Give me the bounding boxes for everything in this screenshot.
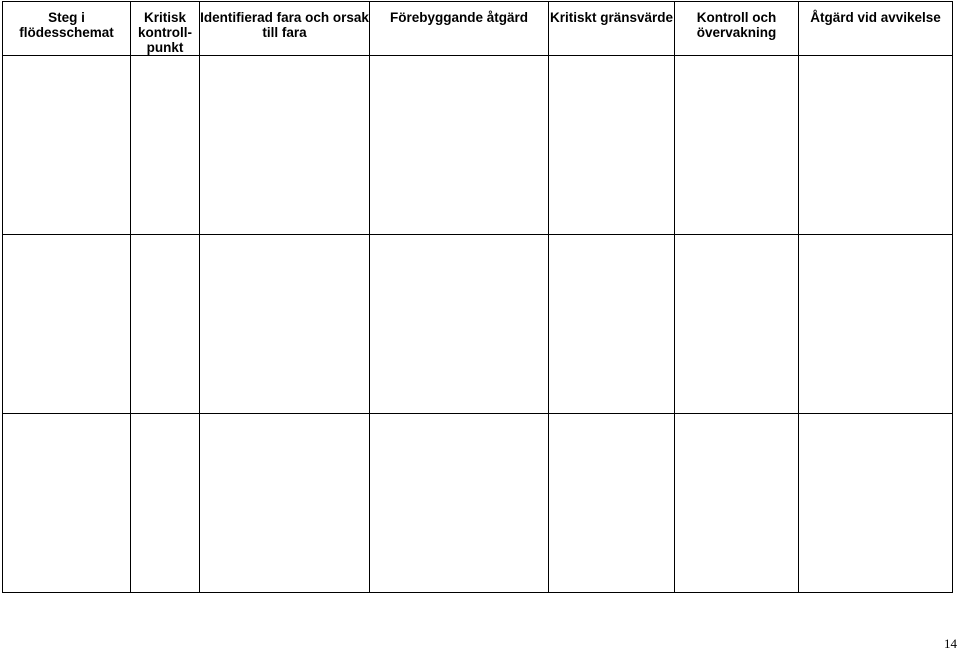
table-cell — [799, 414, 953, 593]
header-critical-limit: Kritiskt gränsvärde — [549, 2, 675, 56]
header-flow-step: Steg i flödesschemat — [3, 2, 131, 56]
table-cell — [549, 56, 675, 235]
table-cell — [370, 414, 549, 593]
table-cell — [675, 414, 799, 593]
header-corrective-action: Åtgärd vid avvikelse — [799, 2, 953, 56]
table-cell — [675, 235, 799, 414]
table-row — [3, 56, 953, 235]
page-number: 14 — [944, 636, 957, 651]
haccp-table — [2, 1, 953, 593]
table-cell — [131, 235, 200, 414]
table-cell — [3, 235, 131, 414]
table-row — [3, 414, 953, 593]
table-cell — [131, 56, 200, 235]
table-cell — [549, 235, 675, 414]
header-preventive-measure: Förebyggande åtgärd — [370, 2, 549, 56]
table-cell — [200, 414, 370, 593]
header-critical-control-point: Kritisk kontroll-punkt — [131, 2, 200, 56]
header-row — [3, 2, 953, 56]
table-row — [3, 235, 953, 414]
table-cell — [3, 56, 131, 235]
table-cell — [675, 56, 799, 235]
table-cell — [200, 56, 370, 235]
table-cell — [549, 414, 675, 593]
table-cell — [799, 235, 953, 414]
table-cell — [799, 56, 953, 235]
table-cell — [370, 235, 549, 414]
table-cell — [200, 235, 370, 414]
header-monitoring: Kontroll och övervakning — [675, 2, 799, 56]
table-cell — [131, 414, 200, 593]
table-cell — [370, 56, 549, 235]
table-cell — [3, 414, 131, 593]
header-identified-hazard: Identifierad fara och orsak till fara — [200, 2, 370, 56]
